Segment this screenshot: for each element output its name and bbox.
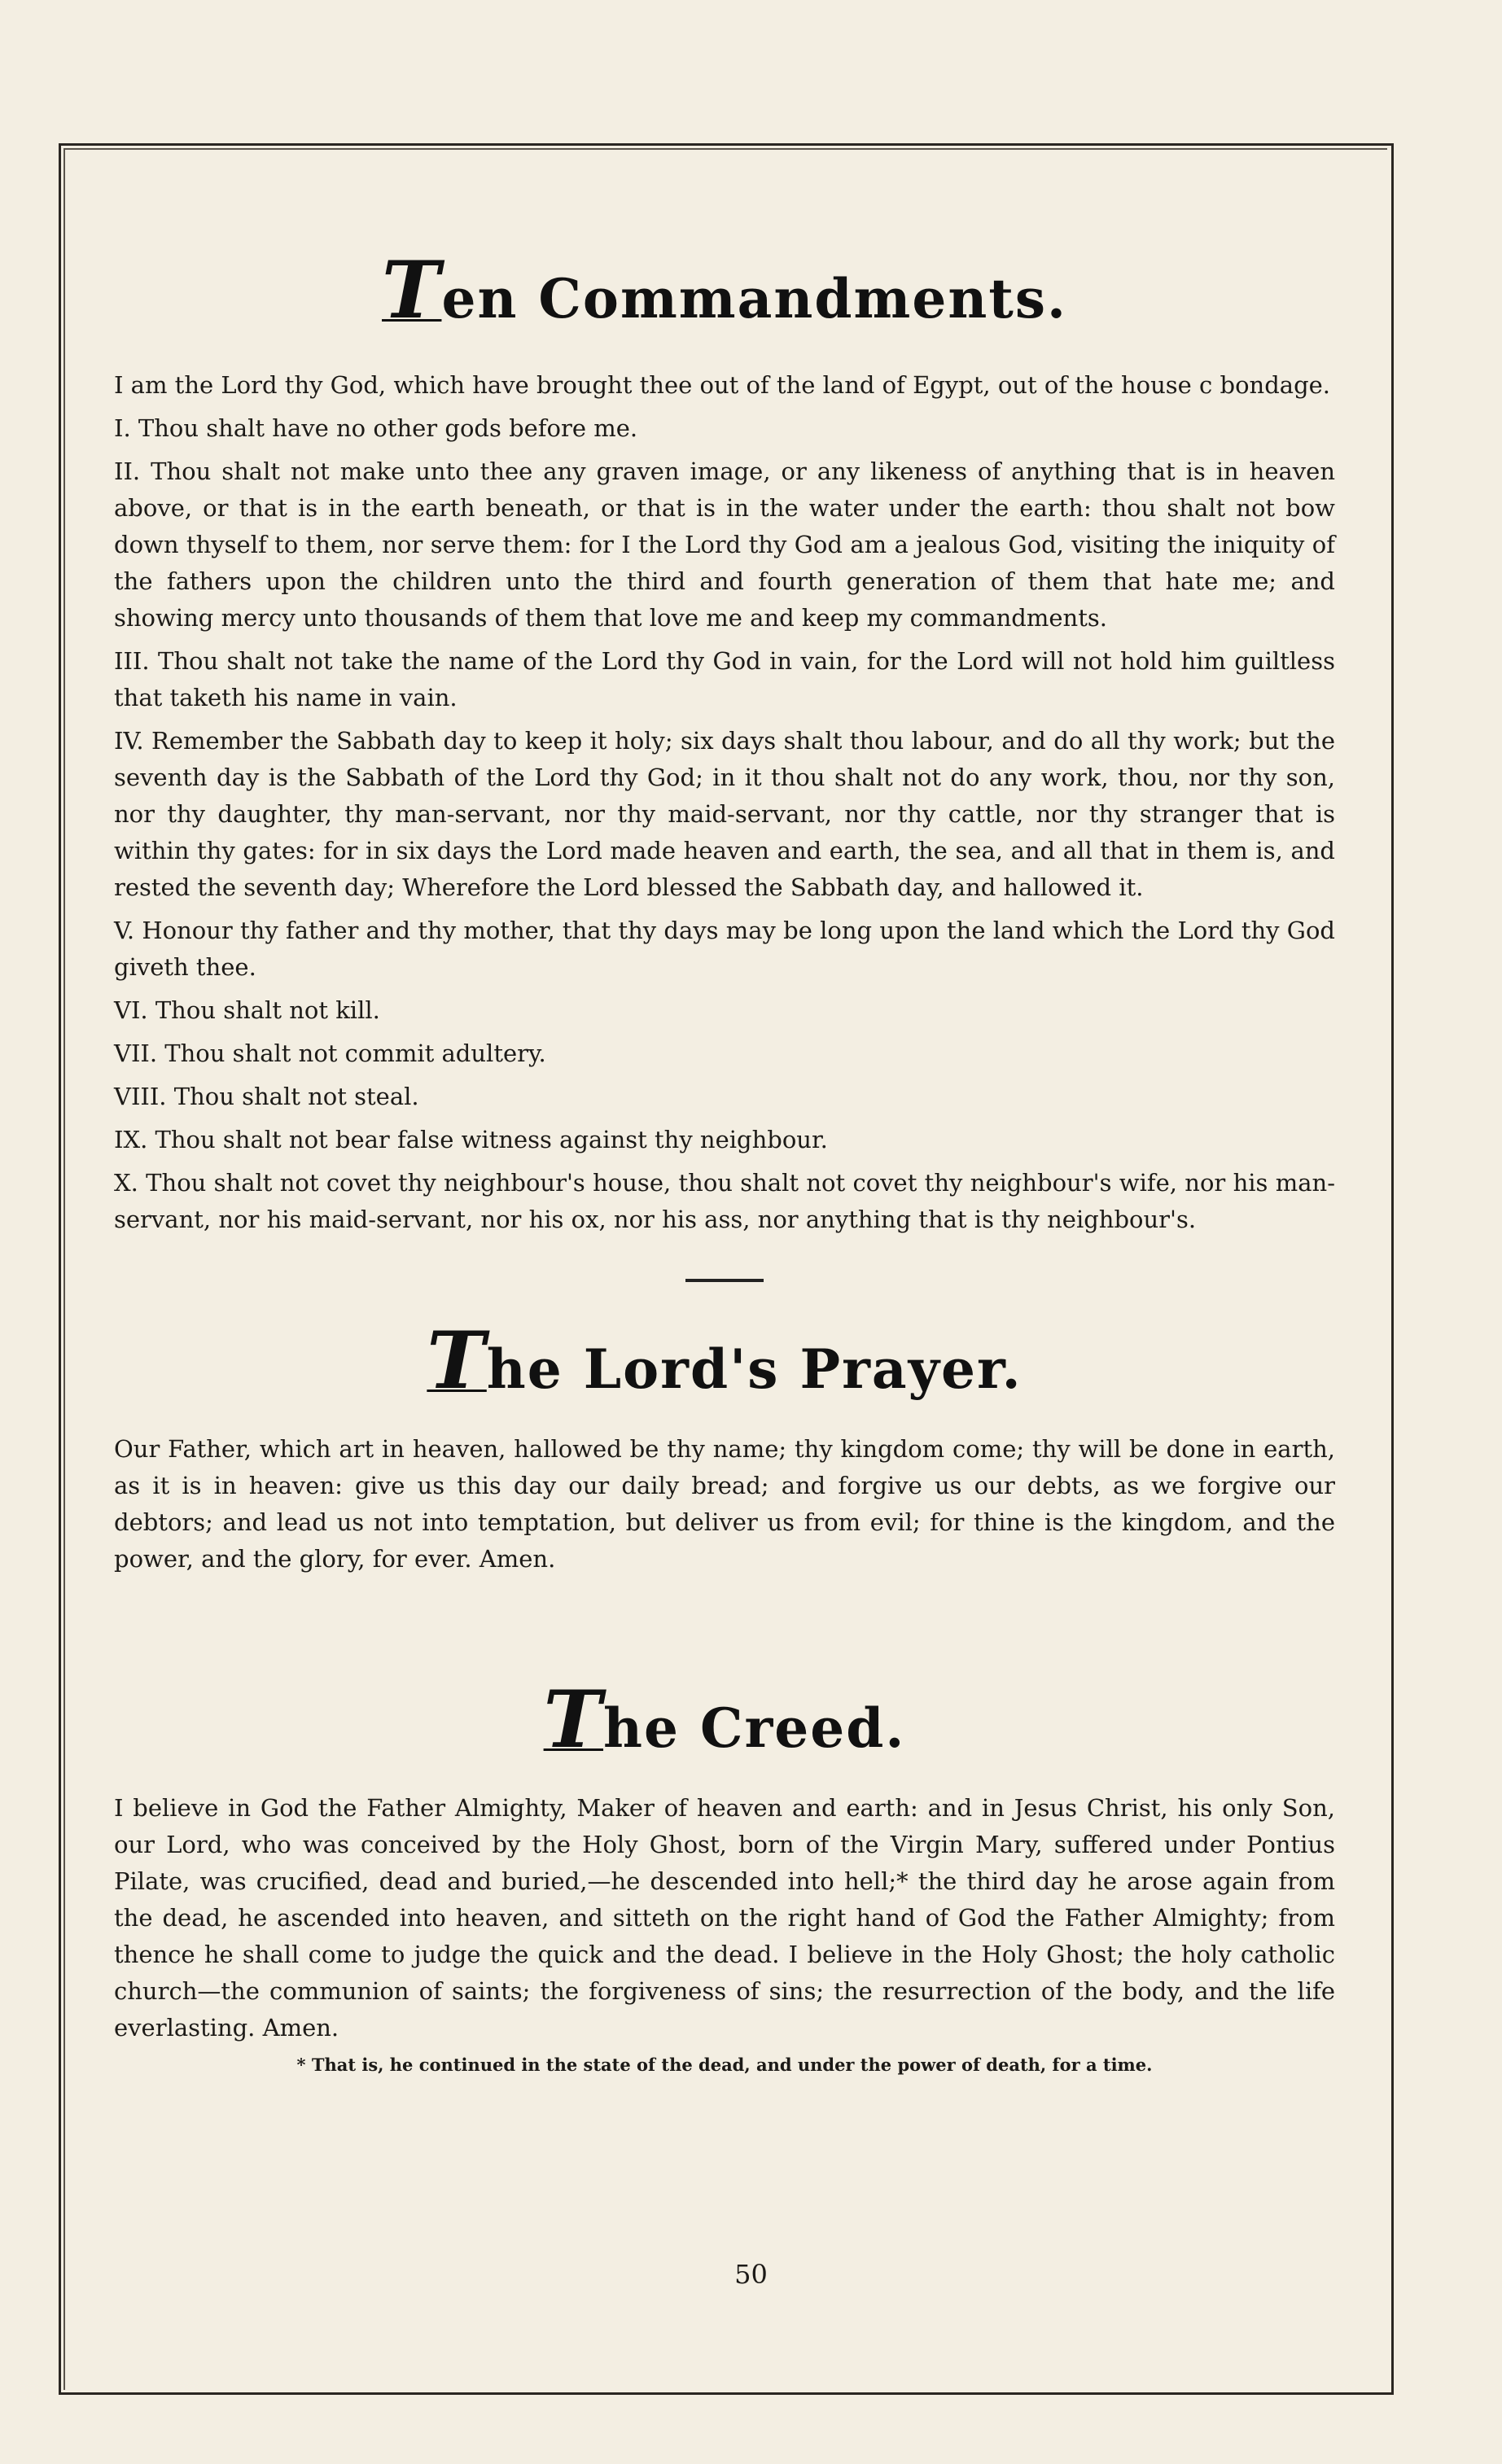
creed-heading-initial: T	[543, 1674, 604, 1766]
commandment-8: VIII. Thou shalt not steal.	[114, 1083, 419, 1110]
commandments-intro: I am the Lord thy God, which have brought thee out of the land of Egypt, out of the house c bondage.	[114, 371, 1331, 399]
commandment-2: II. Thou shalt not make unto thee any graven image, or any likeness of anything that is in heaven above, or that is in the earth beneath, or that is in the water under the earth: thou shalt not bow down thyself to them, nor serve them: for I the Lord thy God am a jealous God, visiting the iniquity of the fathers upon the children unto the third and fourth generation of them that hate me; and showing mercy unto thousands of them that love me and keep my commandments.	[114, 457, 1335, 632]
commandment-6: VI. Thou shalt not kill.	[114, 996, 380, 1024]
creed-text: I believe in God the Father Almighty, Maker of heaven and earth: and in Jesus Christ, his only Son, our Lord, who was conceived by the Holy Ghost, born of the Virgin Mary, suffered under Pontius Pilate, was crucified, dead and buried,—he descended into hell;* the third day he arose again from the dead, he ascended into heaven, and sitteth on the right hand of God the Father Almighty; from thence he shall come to judge the quick and the dead. I believe in the Holy Ghost; the holy catholic church—the communion of saints; the forgiveness of sins; the resurrection of the body, and the life everlasting. Amen.	[114, 1794, 1335, 2042]
page-content	[114, 228, 1335, 2077]
commandment-1: I. Thou shalt have no other gods before me.	[114, 414, 638, 442]
commandments-heading	[114, 244, 1335, 336]
creed-heading	[114, 1674, 1335, 1766]
section-divider	[685, 1279, 764, 1282]
lords-prayer-heading	[114, 1315, 1335, 1407]
commandment-4: IV. Remember the Sabbath day to keep it holy; six days shalt thou labour, and do all thy work; but the seventh day is the Sabbath of the Lord thy God; in it thou shalt not do any work, thou, nor thy son, nor thy daughter, thy man-servant, nor thy maid-servant, nor thy cattle, nor thy stranger that is within thy gates: for in six days the Lord made heaven and earth, the sea, and all that in them is, and rested the seventh day; Wherefore the Lord blessed the Sabbath day, and hallowed it.	[114, 727, 1335, 901]
commandment-9: IX. Thou shalt not bear false witness against thy neighbour.	[114, 1126, 828, 1153]
creed-footnote: * That is, he continued in the state of the dead, and under the power of death, for a time.	[296, 2055, 1153, 2075]
commandment-3: III. Thou shalt not take the name of the Lord thy God in vain, for the Lord will not hold him guiltless that taketh his name in vain.	[114, 647, 1335, 711]
commandments-heading-initial: T	[382, 244, 442, 336]
lords-prayer-heading-text: he Lord's Prayer.	[486, 1337, 1022, 1401]
creed-heading-text: he Creed.	[603, 1696, 906, 1760]
commandment-5: V. Honour thy father and thy mother, that thy days may be long upon the land which the Lord thy God giveth thee.	[114, 917, 1335, 981]
page-number: 50	[734, 2259, 768, 2290]
commandment-10: X. Thou shalt not covet thy neighbour's house, thou shalt not covet thy neighbour's wife, nor his man-servant, nor his maid-servant, nor his ox, nor his ass, nor anything that is thy neighbour's.	[114, 1169, 1335, 1233]
commandments-heading-text: en Commandments.	[441, 267, 1067, 330]
lords-prayer-heading-initial: T	[427, 1315, 487, 1407]
lords-prayer-text: Our Father, which art in heaven, hallowed be thy name; thy kingdom come; thy will be done in earth, as it is in heaven: give us this day our daily bread; and forgive us our debts, as we forgive our debtors; and lead us not into temptation, but deliver us from evil; for thine is the kingdom, and the power, and the glory, for ever. Amen.	[114, 1435, 1335, 1573]
commandment-7: VII. Thou shalt not commit adultery.	[114, 1039, 546, 1067]
